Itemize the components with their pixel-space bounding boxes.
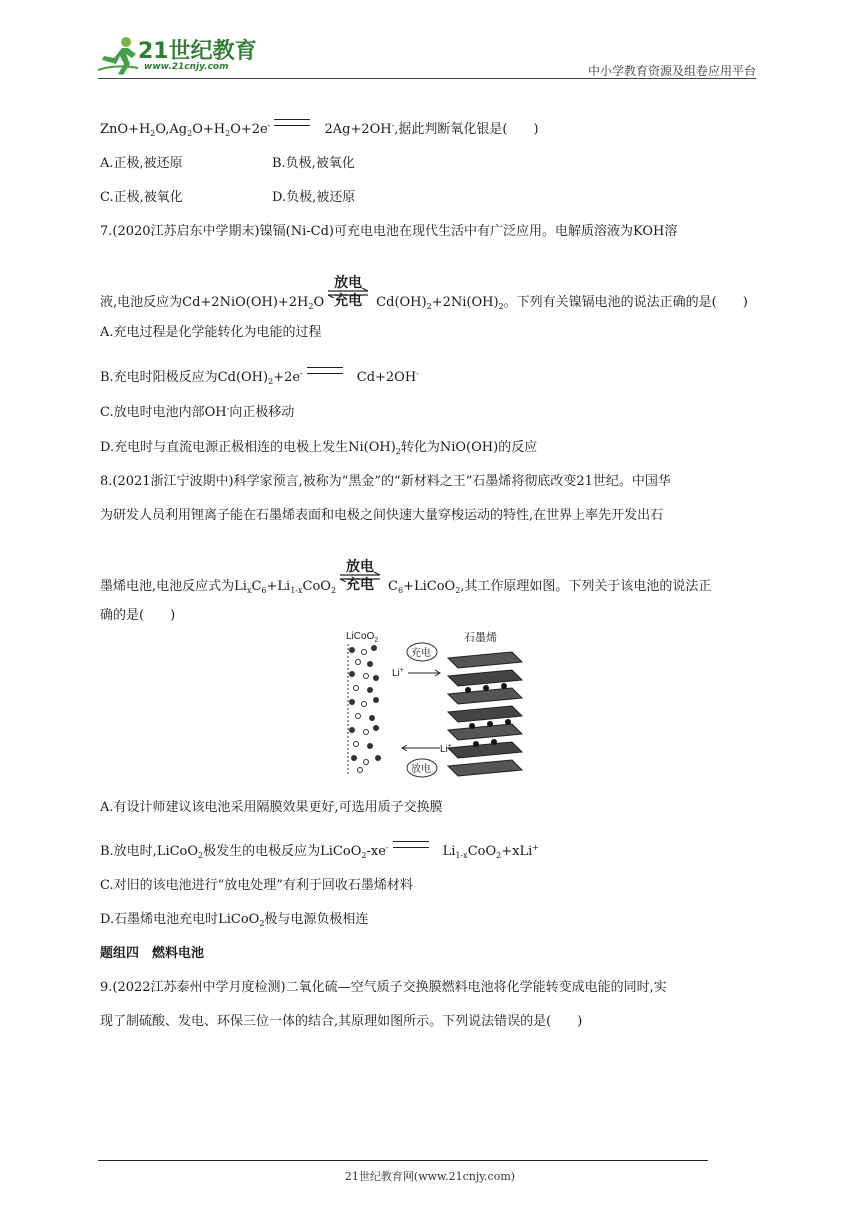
q9-stem-line-2: 现了制硫酸、发电、环保三位一体的结合,其原理如图所示。下列说法错误的是( )	[100, 1014, 583, 1029]
q7-option-d: D.充电时与直流电源正极相连的电极上发生$Ni(OH)_2$转化为NiO(OH)的反应	[100, 440, 538, 456]
equal-sign	[307, 367, 343, 374]
q8-option-a: A.有设计师建议该电池采用隔膜效果更好,可选用质子交换膜	[100, 800, 443, 815]
q7-option-a: A.充电过程是化学能转化为电能的过程	[100, 325, 322, 340]
q9-stem-line-1: 9.(2022江苏泰州中学月度检测)二氧化硫—空气质子交换膜燃料电池将化学能转变成电能的同时,实	[100, 980, 667, 995]
q6-equation-line: $ZnO+H_2O,Ag_2O+H_2O+2e^-$ 2Ag+2OH-,据此判断氧化银是( )	[100, 121, 539, 138]
equal-sign	[274, 119, 310, 126]
q8-stem-line-1: 8.(2021浙江宁波期中)科学家预言,被称为“黑金”的“新材料之王”石墨烯将彻底改变21世纪。中国华	[100, 474, 671, 489]
discharge-arrow	[402, 745, 440, 751]
li-ion-top-label: Li+	[392, 667, 404, 679]
licoo2-label: LiCoO$_2$	[346, 631, 379, 644]
discharge-label: 放电	[411, 764, 431, 775]
q8-option-d: D.石墨烯电池充电时LiCoO$_2$极与电源负极相连	[100, 912, 369, 928]
charge-arrow	[408, 670, 440, 676]
q8-stem-line-2: 为研发人员利用锂离子能在石墨烯表面和电极之间快速大量穿梭运动的特性,在世界上率先开发出石	[100, 508, 664, 523]
reversible-arrow: 放电 充电	[326, 286, 370, 314]
licoo2-electrode	[348, 644, 381, 774]
logo-text: 21世纪教育	[138, 39, 257, 64]
graphene-battery-diagram	[340, 628, 526, 778]
graphene-layers	[448, 652, 522, 776]
reversible-arrow: 放电 充电	[338, 570, 382, 598]
q8-option-b: B.放电时,LiCoO$_2$极发生的电极反应为LiCoO$_2$-xe- $Li_{1-x}CoO_2+xLi^+$	[100, 843, 539, 860]
q7-stem-line-2: 液,电池反应为$Cd+2NiO(OH)+2H_2O$ 放电 充电 $Cd(OH)_2+2Ni(OH)_2$。下列有关镍镉电池的说法正确的是( )	[100, 286, 748, 314]
site-logo	[96, 34, 266, 78]
equal-sign	[393, 841, 429, 848]
battery-principle-figure	[340, 628, 526, 778]
q6-option-a: A.正极,被还原	[100, 156, 183, 171]
header-platform-name: 中小学教育资源及组卷应用平台	[587, 64, 756, 78]
q6-option-b: B.负极,被氧化	[272, 156, 355, 171]
footer-divider	[98, 1160, 708, 1161]
li-ion-bottom-label: Li+	[440, 743, 452, 755]
charge-label: 充电	[411, 648, 431, 659]
q7-stem-line-1: 7.(2020江苏启东中学期末)镍镉(Ni-Cd)可充电电池在现代生活中有广泛应用。电解质溶液为KOH溶	[100, 224, 678, 239]
q6-option-d: D.负极,被还原	[272, 190, 356, 205]
runner-logo-icon	[96, 34, 140, 78]
logo-url: www.21cnjy.com	[144, 62, 229, 72]
q8-option-c: C.对旧的该电池进行“放电处理”有利于回收石墨烯材料	[100, 878, 413, 893]
q8-stem-line-4: 确的是( )	[100, 608, 176, 623]
q6-option-c: C.正极,被氧化	[100, 190, 183, 205]
section-title-group4: 题组四 燃料电池	[100, 946, 205, 961]
q7-option-c: C.放电时电池内部OH-向正极移动	[100, 404, 295, 420]
footer-site-link[interactable]: 21世纪教育网(www.21cnjy.com)	[344, 1170, 516, 1183]
graphene-label: 石墨烯	[464, 631, 497, 644]
q8-stem-line-3: 墨烯电池,电池反应式为$Li_xC_6+Li_{1-x}CoO_2$ 放电 充电 $C_6+LiCoO_2$,其工作原理如图。下列关于该电池的说法正	[100, 570, 711, 598]
q7-option-b: B.充电时阳极反应为$Cd(OH)_2+2e^-$ Cd+2OH-	[100, 369, 419, 386]
header-divider	[98, 78, 756, 79]
